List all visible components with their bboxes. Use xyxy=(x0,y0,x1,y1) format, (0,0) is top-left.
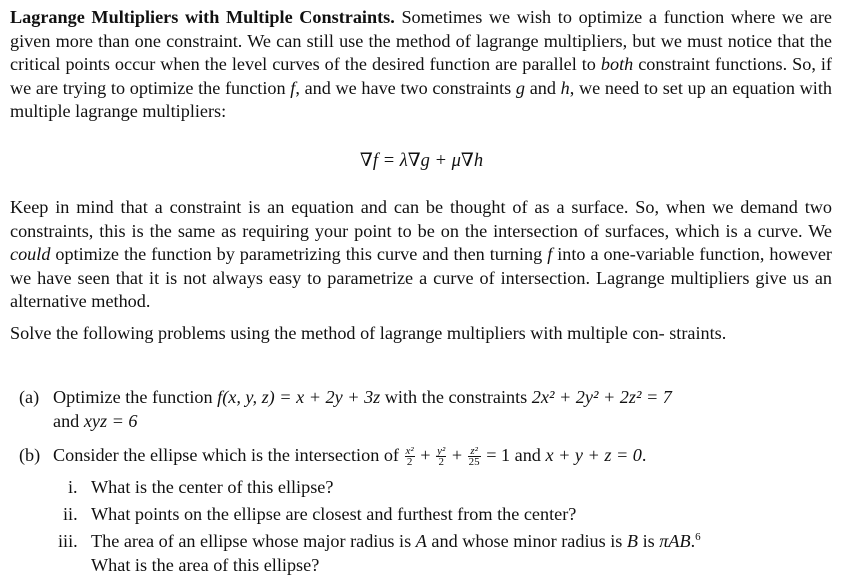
var-g: g xyxy=(515,77,525,98)
subproblem-ii-label: ii. xyxy=(63,504,78,524)
problem-a-function: f(x, y, z) = x + 2y + 3z xyxy=(217,387,381,407)
intro-paragraph xyxy=(10,6,832,124)
fraction-x-denominator: 2 xyxy=(406,456,413,469)
para2-text-2: optimize the function by parametrizing this curve and then turning xyxy=(50,244,548,265)
problem-a-text-2: with the constraints xyxy=(380,387,532,407)
problem-a-constraint-1: 2x² + 2y² + 2z² = 7 xyxy=(531,387,672,407)
var-f: f xyxy=(290,77,296,98)
problem-a-text-1: Optimize the function xyxy=(53,387,218,407)
var-B: B xyxy=(626,531,639,551)
lagrange-equation xyxy=(0,150,843,172)
subproblem-iii-text-3: is xyxy=(638,531,660,551)
area-formula: πAB xyxy=(659,531,691,551)
fraction-x xyxy=(405,446,415,467)
intro-text-2: constraint functions. So, if we are trying to optimize the function xyxy=(10,54,832,98)
subproblem-iii-period: . xyxy=(690,531,696,551)
para2-var-f: f xyxy=(547,244,553,265)
footnote-marker: 6 xyxy=(695,530,701,543)
problem-b-text-1: Consider the ellipse which is the intersection of xyxy=(53,445,404,465)
intro-text-3: , and we have two constraints xyxy=(295,77,516,98)
emphasis-both: both xyxy=(600,54,634,75)
para2-text-3: into a one-variable function, however we have seen that it is not always easy to parametrize a curve of intersection. Lagrange multipliers give us an alternative method. xyxy=(10,244,832,312)
problem-a-constraint-2: xyz = 6 xyxy=(83,410,138,431)
instruction-text: Solve the following problems using the method of lagrange multipliers with multiple con- straints. xyxy=(10,323,727,343)
subproblem-i-label: i. xyxy=(68,477,78,497)
fraction-y-numerator: y² xyxy=(437,445,446,458)
ellipsoid-rhs: = 1 xyxy=(486,445,511,465)
problem-b-period: . xyxy=(641,445,647,465)
constraint-paragraph xyxy=(10,196,832,314)
problem-b-label: (b) xyxy=(19,445,41,465)
subproblem-iii-label: iii. xyxy=(58,531,78,551)
problem-a xyxy=(19,386,833,433)
subproblem-iii-text-1: The area of an ellipse whose major radius is xyxy=(91,531,416,551)
problem-a-label: (a) xyxy=(19,387,40,407)
fraction-z xyxy=(468,446,481,467)
var-h: h xyxy=(560,77,570,98)
subproblem-i xyxy=(68,476,831,500)
var-A: A xyxy=(415,531,427,551)
fraction-x-numerator: x² xyxy=(405,445,414,458)
subproblem-ii-text: What points on the ellipse are closest and furthest from the center? xyxy=(91,504,577,524)
instruction-paragraph xyxy=(10,322,832,346)
plane-equation: x + y + z = 0 xyxy=(545,445,642,465)
fraction-y-denominator: 2 xyxy=(438,456,444,469)
fraction-z-numerator: z² xyxy=(468,446,481,457)
intro-text-4: , we need to set up an equation with multiple lagrange multipliers: xyxy=(10,77,832,122)
subproblem-iii-text-2: and whose minor radius is xyxy=(426,531,627,551)
equation-text: ∇f = λ∇g + μ∇h xyxy=(359,151,484,171)
subproblem-iii-question: What is the area of this ellipse? xyxy=(91,554,320,575)
fraction-z-denominator: 25 xyxy=(468,456,480,469)
section-heading: Lagrange Multipliers with Multiple Constraints. xyxy=(10,7,395,27)
subproblem-iii xyxy=(58,530,836,577)
fraction-y xyxy=(436,446,446,467)
problem-b: (b) Consider the ellipse which is the intersection of $\frac{\text{x²}}{2}$ + $\frac{\text{y²}}{2}$ + $\frac{\text{z²}}{25}$ = 1 and x + y + z = 0. xyxy=(19,445,647,469)
emphasis-could: could xyxy=(10,244,51,265)
intro-text-1: Sometimes we wish to optimize a function where we are given more than one constraint. We can still use the method of lagrange multipliers, but we must notice that the critical points occur when the level curves of the desired function are parallel to xyxy=(10,7,832,75)
subproblem-ii xyxy=(63,503,831,527)
intro-and: and xyxy=(525,77,561,98)
problem-a-text-3: and xyxy=(53,410,84,431)
para2-text-1: Keep in mind that a constraint is an equation and can be thought of as a surface. So, when we demand two constraints, this is the same as requiring your point to be on the intersection of surfaces, which is a curve. We xyxy=(10,197,832,241)
problem-b-and: and xyxy=(510,445,546,465)
subproblem-i-text: What is the center of this ellipse? xyxy=(91,477,334,497)
